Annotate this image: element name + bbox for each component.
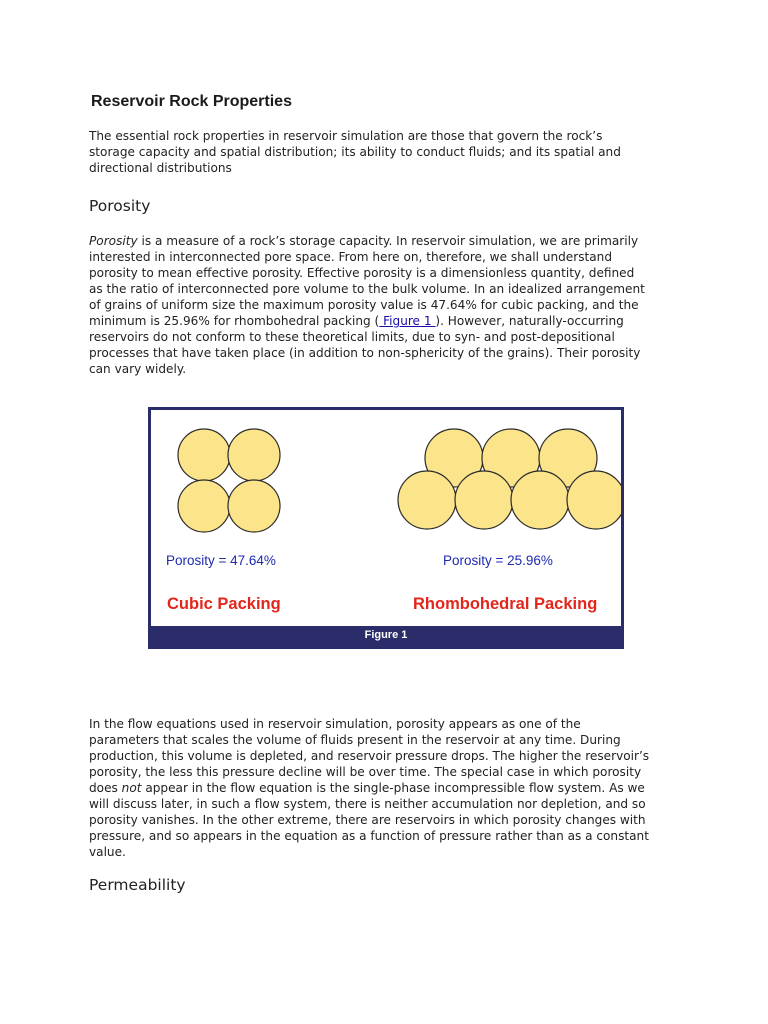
cubic-grain: [228, 429, 280, 481]
porosity-line-text: minimum is 25.96% for rhombohedral packing (: [89, 314, 380, 328]
intro-paragraph: [89, 128, 689, 176]
porosity-line: [89, 233, 689, 249]
rhombohedral-grain: [455, 471, 513, 529]
cubic-grain: [228, 480, 280, 532]
rhombohedral-grain: [398, 471, 456, 529]
porosity-line: can vary widely.: [89, 362, 187, 376]
cubic-grain: [178, 480, 230, 532]
cubic-grain: [178, 429, 230, 481]
rhombohedral-grain: [511, 471, 569, 529]
flow-line: parameters that scales the volume of fluids present in the reservoir at any time. During: [89, 733, 621, 747]
rhombohedral-packing-label: Rhombohedral Packing: [413, 595, 598, 613]
porosity-heading: Porosity: [89, 197, 151, 215]
emphasis-word: not: [121, 781, 142, 795]
rhombohedral-porosity-label: Porosity = 25.96%: [443, 553, 553, 568]
flow-line: [89, 780, 689, 796]
porosity-line: reservoirs do not conform to these theoretical limits, due to syn- and post-depositional: [89, 330, 615, 344]
page-title: Reservoir Rock Properties: [91, 93, 292, 110]
figure-1-link[interactable]: Figure 1: [379, 314, 436, 328]
figure-caption-bar: [151, 626, 621, 646]
flow-line-text: appear in the flow equation is the single-phase incompressible flow system. As we: [141, 781, 645, 795]
porosity-paragraph: [89, 233, 689, 377]
intro-line: The essential rock properties in reservoir simulation are those that govern the rock’s: [89, 129, 603, 143]
porosity-line: porosity to mean effective porosity. Effective porosity is a dimensionless quantity, defined: [89, 266, 635, 280]
cubic-packing-label: Cubic Packing: [167, 595, 281, 613]
flow-line: porosity, the less this pressure decline will be over time. The special case in which porosity: [89, 765, 642, 779]
porosity-line: of grains of uniform size the maximum porosity value is 47.64% for cubic packing, and the: [89, 298, 639, 312]
flow-line: In the flow equations used in reservoir simulation, porosity appears as one of the: [89, 717, 581, 731]
flow-paragraph: [89, 716, 689, 860]
flow-line: production, this volume is depleted, and reservoir pressure drops. The higher the reservoir’s: [89, 749, 650, 763]
flow-line: pressure, and so appears in the equation as a function of pressure rather than as a constant: [89, 829, 649, 843]
rhombohedral-grain: [567, 471, 621, 529]
porosity-line: processes that have taken place (in addition to non-sphericity of the grains). Their porosity: [89, 346, 641, 360]
porosity-line: [89, 313, 689, 329]
flow-line: will discuss later, in such a flow system, there is neither accumulation nor depletion, and so: [89, 797, 646, 811]
packing-figure: [148, 407, 624, 649]
permeability-heading: Permeability: [89, 876, 186, 894]
flow-line: value.: [89, 845, 126, 859]
figure-caption: Figure 1: [364, 629, 408, 641]
cubic-porosity-label: Porosity = 47.64%: [166, 553, 276, 568]
porosity-term: Porosity: [89, 234, 138, 248]
flow-line-text: does: [89, 781, 122, 795]
flow-line: porosity vanishes. In the other extreme, there are reservoirs in which porosity changes with: [89, 813, 646, 827]
porosity-line-text: ). However, naturally-occurring: [435, 314, 624, 328]
porosity-line: as the ratio of interconnected pore volume to the bulk volume. In an idealized arrangement: [89, 282, 645, 296]
porosity-line: interested in interconnected pore space. From here on, therefore, we shall understand: [89, 250, 613, 264]
porosity-line-text: is a measure of a rock’s storage capacity. In reservoir simulation, we are primarily: [137, 234, 639, 248]
intro-line: storage capacity and spatial distribution; its ability to conduct fluids; and its spatial and: [89, 145, 621, 159]
intro-line: directional distributions: [89, 161, 232, 175]
